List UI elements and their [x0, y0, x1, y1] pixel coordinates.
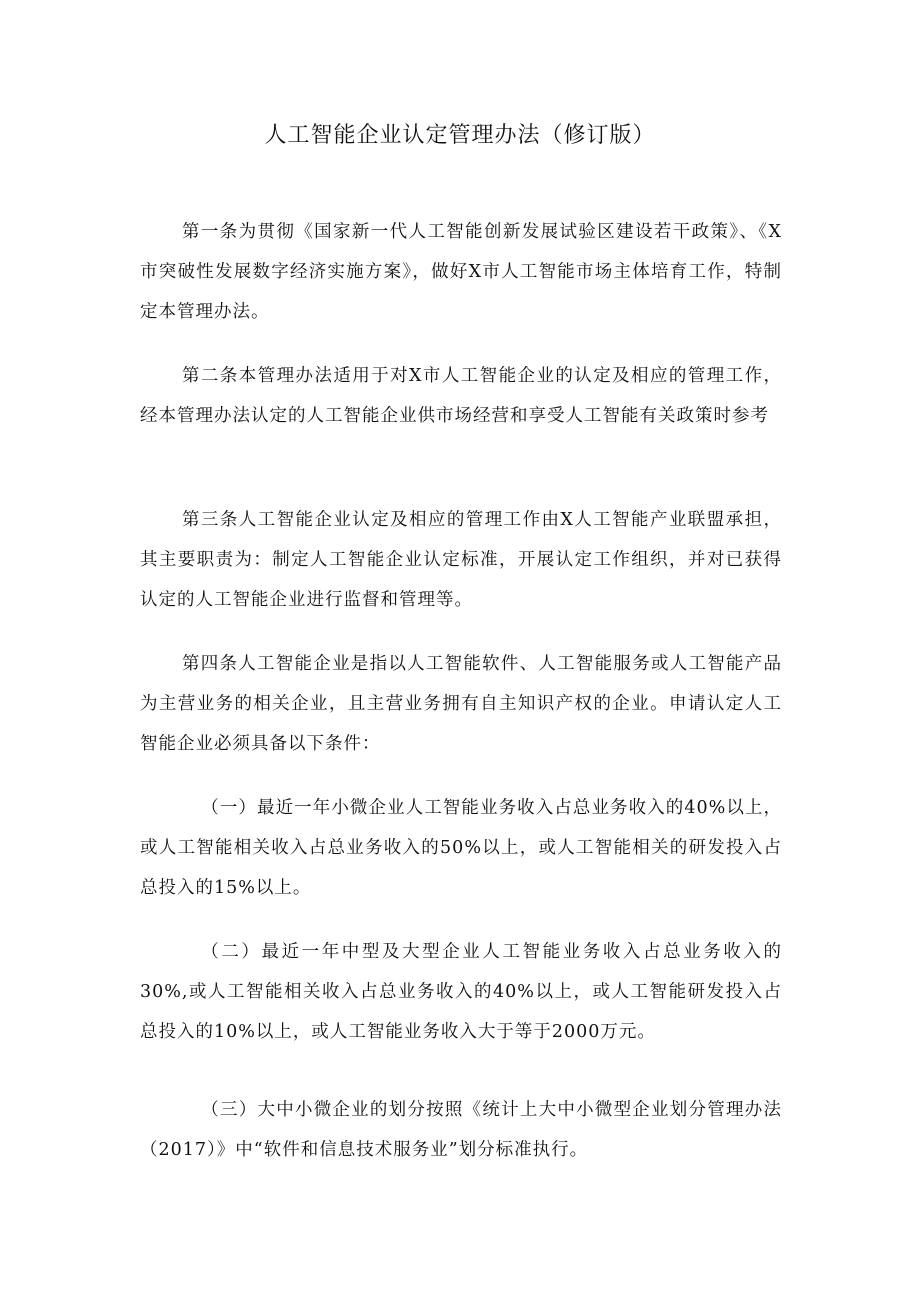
- condition-1-paragraph: （一）最近一年小微企业人工智能业务收入占总业务收入的40%以上，或人工智能相关收入占总业务收入的50%以上，或人工智能相关的研发投入占总投入的15%以上。: [140, 798, 782, 898]
- article-2-paragraph: 第二条本管理办法适用于对X市人工智能企业的认定及相应的管理工作，经本管理办法认定的人工智能企业供市场经营和享受人工智能有关政策时参考: [140, 366, 782, 426]
- article-3-paragraph: 第三条人工智能企业认定及相应的管理工作由X人工智能产业联盟承担，其主要职责为：制定人工智能企业认定标准，开展认定工作组织，并对已获得认定的人工智能企业进行监督和管理等。: [140, 510, 782, 610]
- article-1-paragraph: 第一条为贯彻《国家新一代人工智能创新发展试验区建设若干政策》、《X市突破性发展数字经济实施方案》，做好X市人工智能市场主体培育工作，特制定本管理办法。: [140, 222, 782, 322]
- condition-3-paragraph: （三）大中小微企业的划分按照《统计上大中小微型企业划分管理办法（2017）》中“软件和信息技术服务业”划分标准执行。: [140, 1100, 782, 1160]
- article-4-paragraph: 第四条人工智能企业是指以人工智能软件、人工智能服务或人工智能产品为主营业务的相关企业，且主营业务拥有自主知识产权的企业。申请认定人工智能企业必须具备以下条件：: [140, 654, 782, 754]
- condition-2-paragraph: （二）最近一年中型及大型企业人工智能业务收入占总业务收入的30%,或人工智能相关收入占总业务收入的40%以上，或人工智能研发投入占总投入的10%以上，或人工智能业务收入大于等于2000万元。: [140, 942, 782, 1042]
- document-title: 人工智能企业认定管理办法（修订版）: [264, 123, 656, 148]
